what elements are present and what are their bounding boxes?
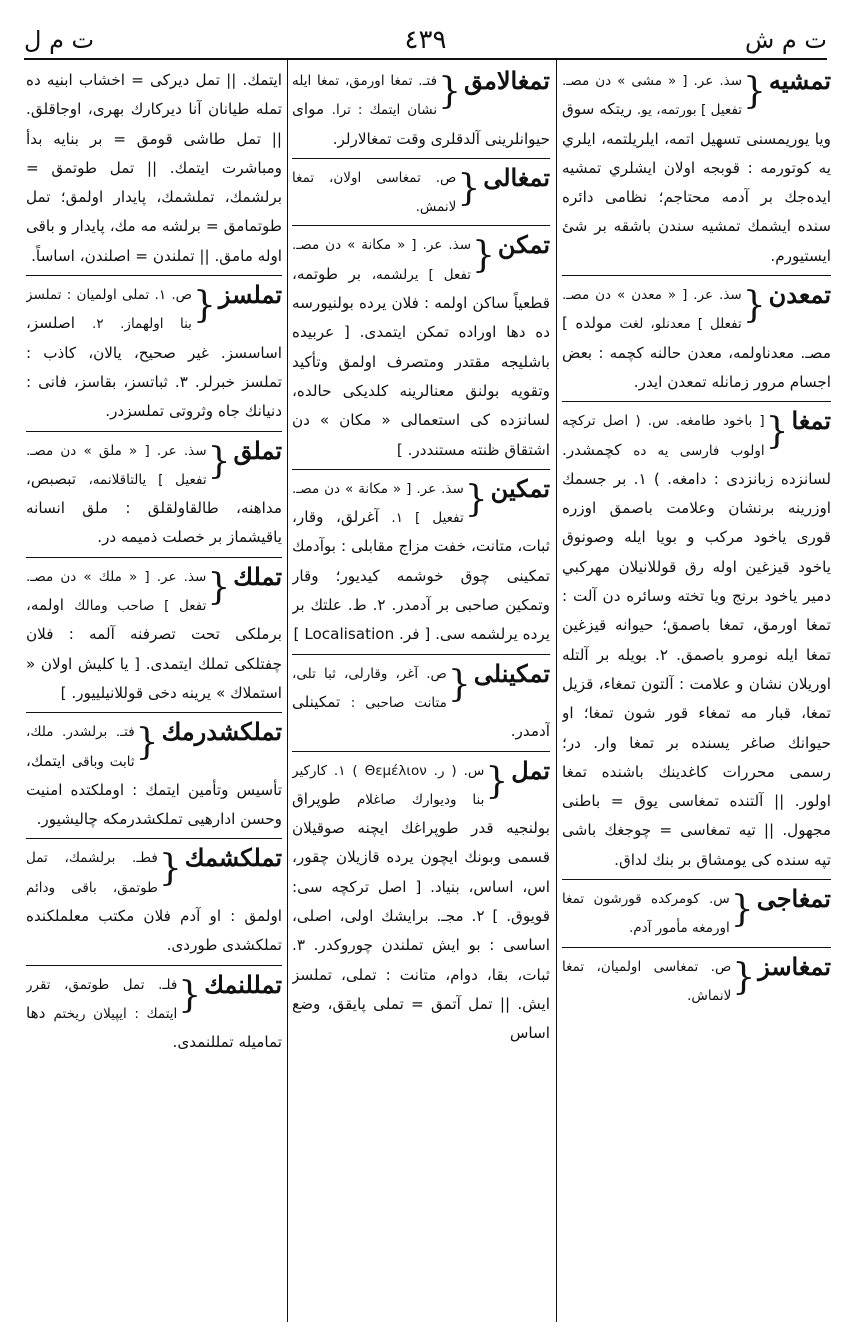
dictionary-entry: [562, 952, 831, 1011]
entry-definition: كچمشدر. لسانزده زبانزدى : دامغه. ) ١. بر جسمك اوزرينه برنشان وعلامت باصمق اوزره قورى ياخود مركب و بويا ايله وصونوق ياخود قيزغين اوله رق قوللانيلان مهركبي دمير ياخود برنج ويا تخته وسائره دن آلت : تمغا اورمق، تمغا باصمق؛ حيوانه قيزغين تمغا ايله نومرو باصمق. ٢. بويله بر آلتله اوريلان نشان و علامت : آلتون تمغاء، قزيل تمغا، قبار مه تمغاء قور شون تمغا؛ او حيوانك صاغر يسنده بر تمغا وار. در؛ رسمى محررات كاغدينك باشنده تمغا اولور. || آلتنده تمغاسى يوق = باطنى مجهول. || تيه تمغاسى = چوجغك باشى تپه سنده كى يومشاق بر بنك لداق.: [562, 440, 831, 869]
entry-grammar: ص. ١. تملى اولميان : تملسز بنا اولهماز. ٢.: [26, 287, 192, 333]
brace-mark: {: [485, 760, 509, 802]
column-divider-right: [556, 60, 557, 1322]
brace-mark: {: [158, 848, 182, 890]
dictionary-entry: [292, 163, 550, 222]
entry-separator: [562, 275, 831, 276]
entry-headword: تمغالى: [483, 162, 550, 192]
entry-definition: اولمه، برملكى تحت تصرفنه آلمه : فلان چفتلكى تملك ايتمدى. [ يا كليش اولان « استملاك » يرينه دخى قوللانيلييور. ]: [26, 596, 282, 702]
entry-definition: مولده ] مصـ. معدناولمه، معدن حالنه كچمه : بعض اجسام مرور زمانله تمعدن ايدر.: [562, 314, 831, 391]
entry-grammar: فتـ. برلشدر. ملك، ثابت وباقى: [26, 724, 135, 770]
brace-mark: {: [742, 285, 766, 327]
entry-separator: [562, 947, 831, 948]
entry-grammar: فلـ. تمل طوتمق، تقرر ايتمك : ايپيلان ريختم: [26, 976, 178, 1022]
entry-definition: طوپراق بولنجيه قدر طوپراغك ايچنه صوقيلان قسمى وبونك ايچون يرده قازيلان چقور، اس، اساس، بنياد. [ اصل تركچه سى: قويوق. ] ٢. مجـ. برايشك اولى، اصلى، اساسى : بو ايش تملندن چوروكدر. ٣. ثبات، بقا، دوام، متانت : تملى، تملسز ايش. || تمل آتمق = تملى پايقق، وضع اساس: [292, 789, 550, 1043]
brace-mark: {: [457, 167, 481, 209]
entry-definition: اصلسز، اساسسز. غير صحيح، يالان، كاذب : تملسز خبرلر. ٣. ثباتسز، بقاسز، فانى : دنيانك جاه وثروتى تملسزدر.: [26, 314, 282, 421]
entry-definition: تمكينلى آدمدر.: [292, 692, 550, 741]
entry-grammar: س. كومركده قورشون تمغا اورمغه مأمور آدم.: [562, 891, 730, 937]
entry-grammar: ص. تمغاسى اولان، تمغا لانمش.: [292, 169, 457, 216]
entry-grammar: سذ. عر. [ « مشى » دن مصـ. تفعيل ] بورتمه، يو.: [562, 73, 743, 119]
entry-definition: ايتمك. || تمل ديركى = اخشاب ابنيه ده تمله طيانان آنا ديركارك بهرى، اوجاقلق. || تمل طاشى قومق = بر بنايه بدأ ومباشرت ايتمك. || تمل طوتمق = برلشمك، تملشمك، پايدار اولمق؛ تمل طوتمامق = برلشه مه مك، پايدار و باقى اوله مامق. || تملندن = اصلندن، اساساً.: [26, 71, 282, 265]
dictionary-entry: [292, 756, 550, 1049]
header-right-letters: ت م ش: [744, 26, 827, 54]
entry-grammar: سذ. عر. [ « معدن » دن مصـ. تفعلل ] معدنلو، لغت: [562, 287, 742, 333]
entry-grammar: سذ. عر. [ « ملق » دن مصـ. تفعيل ] يالتاقلانمه،: [26, 442, 207, 488]
entry-grammar: ص. تمغاسى اولميان، تمغا لانماش.: [562, 958, 732, 1004]
entry-definition: ايتمك، تأسيس وتأمين ايتمك : اوملكتده امنيت وحسن ادارهيى تملكشدرمكه چاليشيور.: [26, 751, 282, 829]
entry-headword: تمغا: [791, 406, 831, 436]
entry-separator: [292, 751, 550, 752]
entry-grammar: فطـ. برلشمك، تمل طوتمق، باقى ودائم: [26, 850, 158, 896]
entry-definition: آغرلق، وقار، ثبات، متانت، خفت مزاج مقابلى : بوآدمك تمكينى چوق خوشمه كيديور؛ وقار وتمكين صاحبى بر آدمدر. ٢. ط. علتك بر يرده يرلشمه سى. [ فر. Localisation ]: [292, 508, 550, 644]
entry-definition: بر طوتمه، قطعياً ساكن اولمه : فلان يرده بولنيورسه ده دها اوراده تمكن ايتمدى. [ عربيده باشليجه مقتدر ومتصرف اولمق وتأكيد وتقويه بولنق معنالرينه كلديكى حالده، لسانزده كى استعمالى « مكان » دن اشتقاق ظنته مستنددر. ]: [292, 264, 550, 459]
dictionary-entry: [26, 717, 282, 834]
entry-definition: دها تماميله تمللنمدى.: [26, 1003, 282, 1052]
dictionary-entry: [26, 280, 282, 426]
entry-headword: تملك: [233, 561, 282, 591]
column-divider-left: [287, 60, 288, 1322]
entry-headword: تمللنمك: [204, 969, 282, 999]
entry-separator: [26, 838, 282, 839]
brace-mark: {: [192, 285, 216, 327]
column-middle: [292, 66, 550, 1321]
entry-separator: [292, 158, 550, 159]
page-header: [24, 22, 827, 58]
entry-separator: [26, 557, 282, 558]
entry-separator: [292, 654, 550, 655]
entry-headword: تمشيه: [768, 66, 831, 95]
entry-definition: ريتكه سوق ويا يوريمسنى تسهيل اتمه، ايلريلتمه، ايلري يه كوتورمه : قوبجه اولان ايشلري تمشيه ايدەجك بر آدمه محتاجم؛ نظامى دائره سنده ايشمك تمشيه سندن باشقه بر شئ ايستيورم.: [562, 100, 831, 265]
entry-separator: [26, 431, 282, 432]
brace-mark: {: [207, 440, 231, 482]
brace-mark: {: [135, 722, 159, 764]
entry-headword: تملكشدرمك: [161, 717, 282, 747]
entry-headword: تمكن: [497, 230, 550, 260]
entry-headword: تمغاجى: [756, 884, 831, 914]
entry-separator: [26, 712, 282, 713]
brace-mark: {: [438, 71, 461, 112]
entry-headword: تمل: [511, 755, 550, 785]
brace-mark: {: [730, 889, 754, 931]
entry-grammar: سذ. عر. [ « مكانة » دن مصـ. تفعل ] يرلشمه،: [292, 237, 472, 283]
brace-mark: {: [765, 411, 789, 453]
entry-separator: [562, 401, 831, 402]
dictionary-entry: [292, 66, 550, 154]
dictionary-entry: [26, 970, 282, 1058]
entry-headword: تمغالامق: [463, 66, 550, 95]
brace-mark: {: [472, 235, 495, 277]
entry-headword: تمكينلى: [473, 658, 550, 688]
entry-grammar: سذ. عر. [ « ملك » دن مصـ. تفعل ] صاحب ومالك: [26, 568, 207, 615]
entry-separator: [26, 275, 282, 276]
entry-headword: تمكين: [490, 473, 550, 503]
entry-grammar: فتـ. تمغا اورمق، تمغا ايله نشان ايتمك : ترا.: [292, 73, 438, 119]
dictionary-entry: [562, 66, 831, 271]
dictionary-entry: [292, 230, 550, 464]
entry-separator: [26, 965, 282, 966]
column-left: [26, 66, 282, 1321]
dictionary-entry: [562, 884, 831, 943]
dictionary-entry: [26, 436, 282, 553]
dictionary-entry: [562, 406, 831, 875]
brace-mark: {: [447, 663, 471, 705]
header-left-letters: ت م ل: [24, 26, 95, 54]
entry-headword: تملق: [233, 435, 282, 465]
entry-headword: تمغاسز: [758, 951, 831, 981]
entry-definition: مواى حيوانلرينى آلدقلرى وقت تمغالارلر.: [292, 100, 550, 148]
dictionary-entry: [292, 659, 550, 747]
header-rule: [24, 58, 827, 60]
entry-grammar: [ باخود طامغه. س. ( اصل تركچه اولوب فارسى يه ده: [562, 413, 765, 459]
brace-mark: {: [178, 974, 202, 1016]
brace-mark: {: [732, 956, 756, 998]
brace-mark: {: [464, 478, 488, 520]
dictionary-entry: [26, 66, 282, 271]
entry-headword: تمعدن: [768, 280, 831, 310]
entry-headword: تملسز: [218, 280, 282, 310]
dictionary-entry: [562, 280, 831, 397]
entry-headword: تملكشمك: [184, 843, 282, 873]
column-right: [562, 66, 831, 1321]
entry-separator: [292, 469, 550, 470]
dictionary-entry: [26, 843, 282, 960]
entry-separator: [292, 225, 550, 226]
entry-definition: اولمق : او آدم فلان مكتب معلملكنده تملكشدى طوردى.: [26, 907, 282, 955]
dictionary-entry: [292, 474, 550, 650]
entry-definition: تبصبص، مداهنه، طالقاولقلق : ملق انسانه ياقيشماز بر خصلت ذميمه در.: [26, 469, 282, 547]
brace-mark: {: [743, 71, 766, 112]
brace-mark: {: [207, 566, 231, 608]
entry-separator: [562, 879, 831, 880]
page-number: ٤٣٩: [404, 25, 447, 55]
entry-grammar: س. ( ر. Θεμέλιον ) ١. كاركير بنا وديوارك صاغلام: [292, 762, 485, 808]
entry-grammar: سذ. عر. [ « مكانة » دن مصـ. تفعيل ] ١.: [292, 480, 464, 527]
entry-grammar: ص. آغر، وقارلى، ثبا تلى، متانت صاحبى :: [292, 665, 447, 711]
dictionary-entry: [26, 562, 282, 708]
